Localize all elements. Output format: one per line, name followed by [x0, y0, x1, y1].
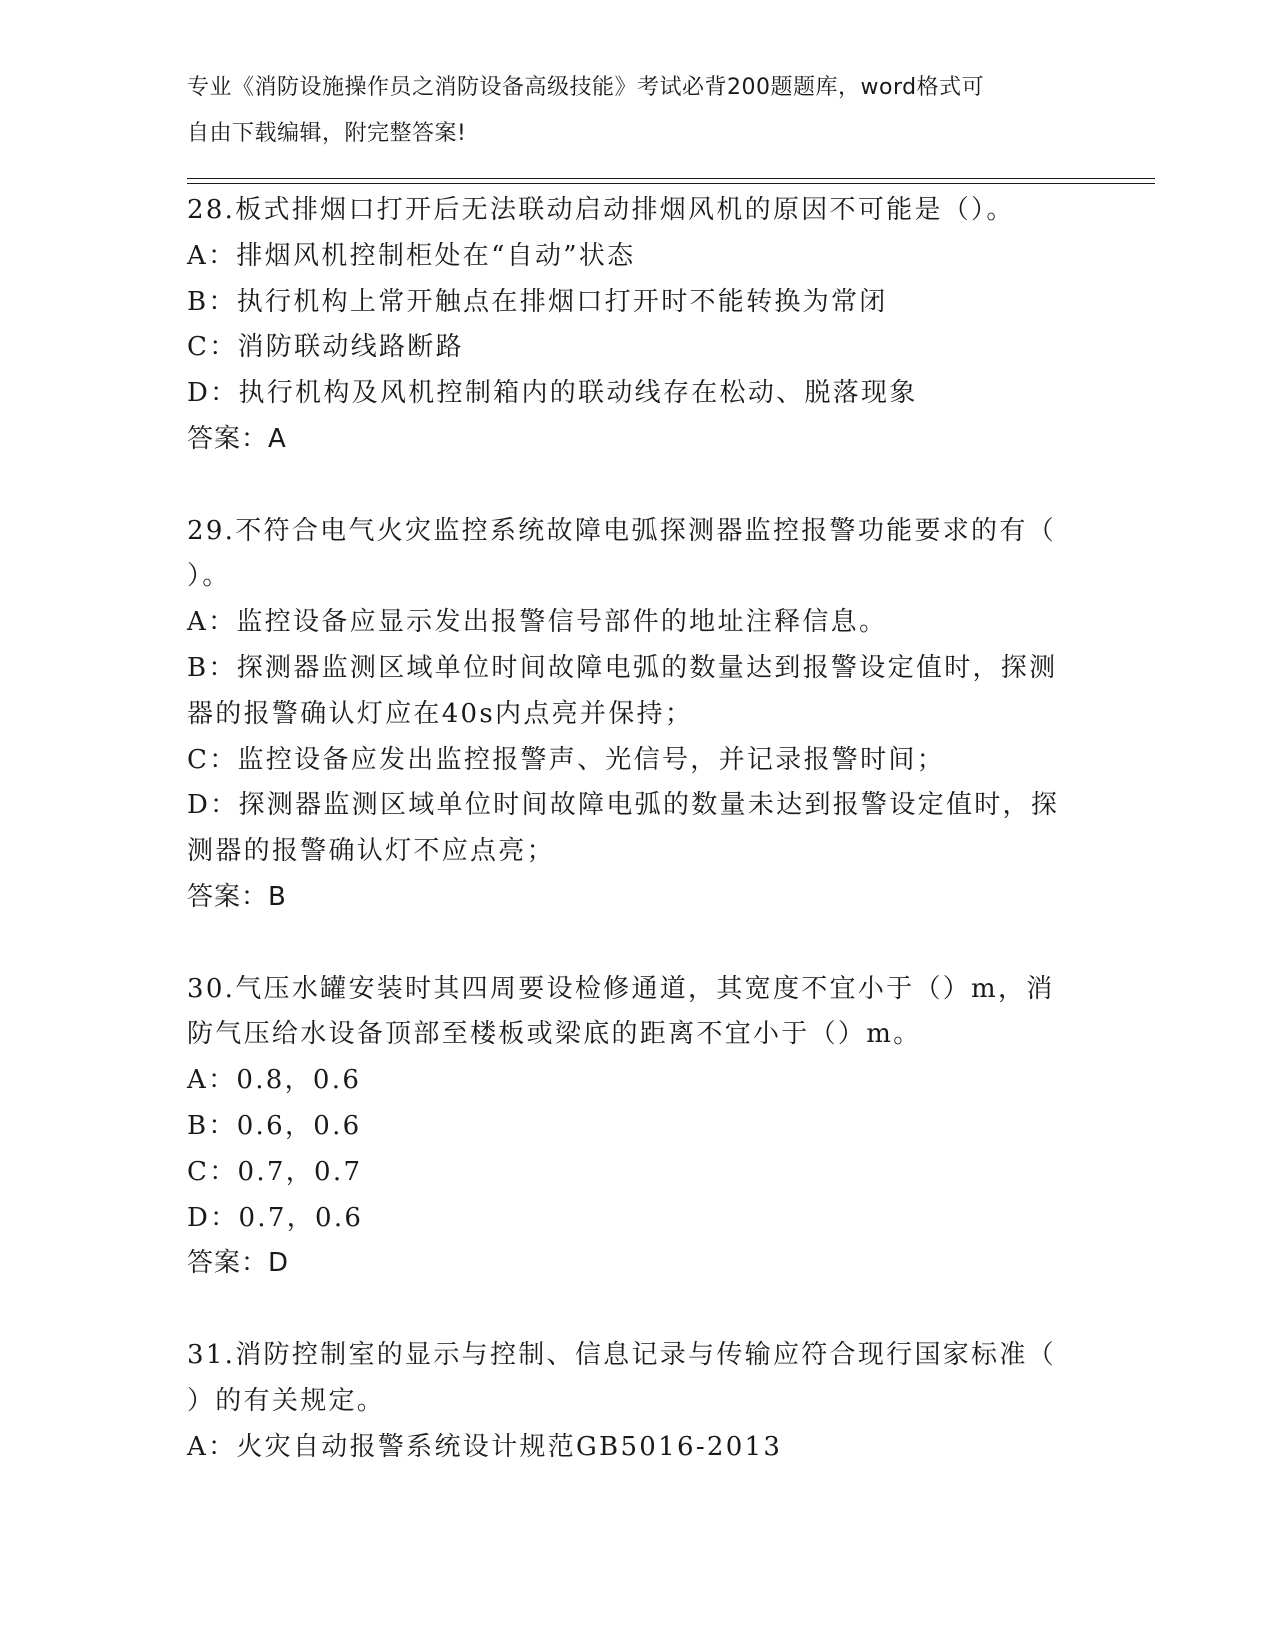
spacer [187, 463, 1087, 509]
header-divider [187, 178, 1155, 179]
question-stem: 29.不符合电气火灾监控系统故障电弧探测器监控报警功能要求的有（ [187, 515, 1056, 546]
option-d: D：0.7，0.6 [187, 1202, 364, 1233]
option-d: 测器的报警确认灯不应点亮； [187, 836, 555, 867]
option-b: B：执行机构上常开触点在排烟口打开时不能转换为常闭 [187, 286, 888, 317]
option-a: A：排烟风机控制柜处在“自动”状态 [187, 240, 636, 271]
question-list [187, 188, 1087, 1470]
question-stem: 28.板式排烟口打开后无法联动启动排烟风机的原因不可能是（）。 [187, 195, 1015, 225]
option-c: C：0.7，0.7 [187, 1156, 363, 1187]
question-stem: 30.气压水罐安装时其四周要设检修通道，其宽度不宜小于（）m，消 [187, 973, 1055, 1004]
question-29 [187, 509, 1087, 921]
question-stem: ）的有关规定。 [187, 1385, 386, 1416]
header-divider [187, 183, 1155, 184]
spacer [187, 921, 1087, 967]
option-c: C：消防联动线路断路 [187, 332, 464, 363]
question-28 [187, 188, 1087, 463]
question-30 [187, 967, 1087, 1288]
question-31 [187, 1333, 1087, 1470]
option-b: 器的报警确认灯应在40s内点亮并保持； [187, 698, 694, 729]
document-header [187, 72, 1087, 164]
answer-label: 答案：D [187, 1248, 290, 1279]
answer-label: 答案：A [187, 423, 287, 454]
header-line: 自由下载编辑，附完整答案! [187, 120, 467, 146]
spacer [187, 1287, 1087, 1333]
answer-label: 答案：B [187, 881, 287, 912]
option-a: A：监控设备应显示发出报警信号部件的地址注释信息。 [187, 607, 888, 638]
option-a: A：0.8，0.6 [187, 1065, 362, 1096]
question-stem: 防气压给水设备顶部至楼板或梁底的距离不宜小于（）m。 [187, 1019, 922, 1050]
option-b: B：0.6，0.6 [187, 1110, 362, 1141]
header-line: 专业《消防设施操作员之消防设备高级技能》考试必背200题题库，word格式可 [187, 75, 985, 100]
option-a: A：火灾自动报警系统设计规范GB5016-2013 [187, 1431, 783, 1462]
option-d: D：执行机构及风机控制箱内的联动线存在松动、脱落现象 [187, 378, 918, 409]
question-stem: ）。 [187, 561, 231, 592]
question-stem: 31.消防控制室的显示与控制、信息记录与传输应符合现行国家标准（ [187, 1339, 1056, 1370]
option-c: C：监控设备应发出监控报警声、光信号，并记录报警时间； [187, 744, 945, 775]
option-d: D：探测器监测区域单位时间故障电弧的数量未达到报警设定值时，探 [187, 790, 1060, 821]
option-b: B：探测器监测区域单位时间故障电弧的数量达到报警设定值时，探测 [187, 652, 1058, 683]
